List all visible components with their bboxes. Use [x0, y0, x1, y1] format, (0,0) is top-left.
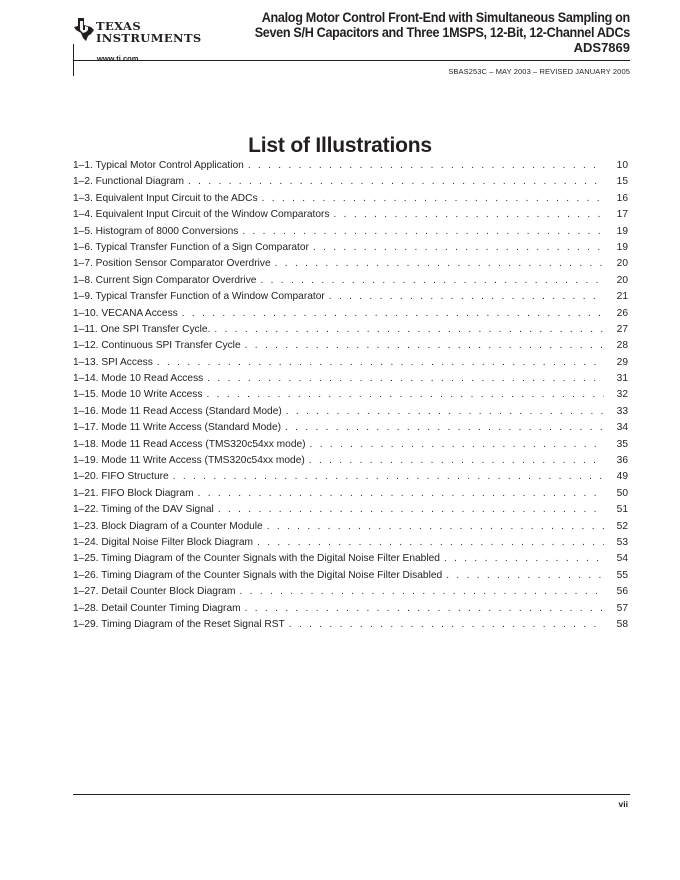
- toc-leader-dots: [188, 176, 604, 187]
- logo-line1: TEXAS: [96, 19, 142, 33]
- toc-entry-label: 1–1. Typical Motor Control Application: [73, 160, 244, 171]
- toc-entry[interactable]: [73, 373, 628, 389]
- toc-leader-dots: [334, 209, 604, 220]
- toc-entry[interactable]: [73, 357, 628, 373]
- toc-entry-page: 27: [616, 323, 628, 335]
- header-vertical-rule: [73, 44, 74, 76]
- toc-leader-dots: [444, 553, 604, 564]
- toc-entry[interactable]: [73, 176, 628, 192]
- toc-entry-page: 51: [616, 504, 628, 516]
- toc-entry-page: 17: [616, 209, 628, 221]
- toc-entry-label: 1–15. Mode 10 Write Access: [73, 389, 203, 401]
- toc-entry[interactable]: [73, 160, 628, 176]
- document-id: SBAS253C – MAY 2003 – REVISED JANUARY 2005: [448, 67, 630, 76]
- toc-leader-dots: [310, 439, 604, 450]
- toc-entry-page: 58: [616, 618, 628, 630]
- toc-entry-label: 1–20. FIFO Structure: [73, 471, 169, 483]
- toc-entry-page: 49: [616, 471, 628, 483]
- toc-leader-dots: [214, 324, 604, 335]
- toc-leader-dots: [446, 570, 604, 581]
- logo-url[interactable]: www.ti.com: [97, 54, 139, 63]
- toc-entry[interactable]: [73, 226, 628, 242]
- toc-entry-page: 16: [616, 192, 628, 204]
- toc-entry-label: 1–14. Mode 10 Read Access: [73, 373, 204, 385]
- toc-entry-page: 19: [616, 241, 628, 253]
- toc-leader-dots: [286, 406, 604, 417]
- toc-entry[interactable]: [73, 324, 628, 340]
- toc-leader-dots: [329, 291, 604, 302]
- toc-entry-page: 35: [616, 438, 628, 450]
- toc-entry[interactable]: [73, 439, 628, 455]
- toc-entry-page: 33: [616, 405, 628, 417]
- toc-entry-label: 1–25. Timing Diagram of the Counter Signals with the Digital Noise Filter Enabled: [73, 553, 440, 565]
- toc-entry-label: 1–16. Mode 11 Read Access (Standard Mode): [73, 405, 282, 417]
- toc-entry-label: 1–24. Digital Noise Filter Block Diagram: [73, 536, 254, 548]
- toc-entry-page: 55: [616, 569, 628, 581]
- toc-entry-label: 1–8. Current Sign Comparator Overdrive: [73, 274, 257, 286]
- toc-entry-page: 54: [616, 553, 628, 565]
- toc-entry-label: 1–28. Detail Counter Timing Diagram: [73, 602, 241, 614]
- toc-entry-page: 20: [616, 274, 628, 286]
- toc-entry-page: 26: [616, 307, 628, 319]
- toc-leader-dots: [309, 455, 604, 466]
- toc-entry-page: 50: [616, 487, 628, 499]
- toc-leader-dots: [198, 488, 604, 499]
- toc-leader-dots: [218, 504, 604, 515]
- toc-entry[interactable]: [73, 471, 628, 487]
- toc-entry[interactable]: [73, 488, 628, 504]
- toc-entry[interactable]: [73, 258, 628, 274]
- toc-entry-page: 57: [616, 602, 628, 614]
- toc-leader-dots: [207, 389, 605, 400]
- toc-entry-label: 1–29. Timing Diagram of the Reset Signal RST: [73, 618, 285, 630]
- toc-entry[interactable]: [73, 275, 628, 291]
- toc-leader-dots: [267, 521, 604, 532]
- illustrations-list: [73, 160, 628, 635]
- toc-leader-dots: [248, 160, 604, 171]
- toc-leader-dots: [242, 226, 604, 237]
- toc-leader-dots: [262, 193, 604, 204]
- toc-leader-dots: [245, 603, 604, 614]
- part-number: ADS7869: [573, 40, 630, 55]
- toc-entry-label: 1–9. Typical Transfer Function of a Window Comparator: [73, 291, 325, 303]
- document-title-block: [213, 10, 630, 55]
- toc-entry-label: 1–12. Continuous SPI Transfer Cycle: [73, 340, 241, 352]
- toc-entry-label: 1–13. SPI Access: [73, 356, 153, 368]
- toc-entry-label: 1–19. Mode 11 Write Access (TMS320c54xx mode): [73, 455, 305, 467]
- toc-entry-label: 1–6. Typical Transfer Function of a Sign Comparator: [73, 241, 309, 253]
- toc-entry[interactable]: [73, 521, 628, 537]
- toc-entry-page: 21: [616, 291, 628, 303]
- toc-entry-page: 34: [616, 422, 628, 434]
- toc-entry[interactable]: [73, 340, 628, 356]
- toc-entry-label: 1–22. Timing of the DAV Signal: [73, 504, 214, 516]
- toc-entry-page: 28: [616, 340, 628, 352]
- toc-leader-dots: [173, 471, 604, 482]
- toc-entry[interactable]: [73, 586, 628, 602]
- title-line-2: Seven S/H Capacitors and Three 1MSPS, 12-Bit, 12-Channel ADCs: [254, 24, 630, 40]
- toc-entry[interactable]: [73, 406, 628, 422]
- toc-entry-page: 20: [616, 258, 628, 270]
- toc-entry-label: 1–10. VECANA Access: [73, 307, 178, 319]
- toc-entry[interactable]: [73, 389, 628, 405]
- toc-entry-page: 32: [616, 389, 628, 401]
- footer-rule: [73, 794, 630, 795]
- toc-entry[interactable]: [73, 537, 628, 553]
- page-title: List of Illustrations: [248, 134, 432, 157]
- toc-entry-label: 1–17. Mode 11 Write Access (Standard Mode): [73, 422, 282, 434]
- toc-leader-dots: [289, 619, 604, 630]
- texas-state-icon: [74, 18, 94, 42]
- toc-entry[interactable]: [73, 570, 628, 586]
- toc-entry-label: 1–11. One SPI Transfer Cycle.: [73, 323, 211, 335]
- toc-entry-label: 1–21. FIFO Block Diagram: [73, 487, 194, 499]
- toc-leader-dots: [240, 586, 604, 597]
- toc-entry-label: 1–5. Histogram of 8000 Conversions: [73, 225, 239, 237]
- toc-entry-label: 1–18. Mode 11 Read Access (TMS320c54xx mode): [73, 438, 306, 450]
- toc-entry-page: 31: [616, 373, 628, 385]
- toc-entry[interactable]: [73, 242, 628, 258]
- toc-leader-dots: [313, 242, 604, 253]
- toc-leader-dots: [207, 373, 604, 384]
- toc-entry-page: 29: [616, 356, 628, 368]
- toc-entry-page: 19: [616, 225, 628, 237]
- toc-leader-dots: [285, 422, 604, 433]
- toc-entry-page: 52: [616, 520, 628, 532]
- toc-leader-dots: [157, 357, 604, 368]
- toc-leader-dots: [182, 308, 604, 319]
- toc-entry-label: 1–26. Timing Diagram of the Counter Signals with the Digital Noise Filter Disabled: [73, 569, 443, 581]
- toc-entry-label: 1–27. Detail Counter Block Diagram: [73, 586, 236, 598]
- title-line-1: Analog Motor Control Front-End with Simultaneous Sampling on: [261, 9, 630, 25]
- toc-leader-dots: [257, 537, 604, 548]
- toc-entry[interactable]: [73, 603, 628, 619]
- toc-entry[interactable]: [73, 291, 628, 307]
- toc-entry-page: 56: [616, 586, 628, 598]
- page-number: vii: [618, 799, 628, 809]
- toc-entry-page: 10: [616, 160, 628, 171]
- ti-logo: [74, 16, 202, 64]
- toc-entry-label: 1–2. Functional Diagram: [73, 176, 184, 188]
- toc-entry-label: 1–23. Block Diagram of a Counter Module: [73, 520, 263, 532]
- toc-entry-page: 53: [616, 536, 628, 548]
- toc-entry-label: 1–7. Position Sensor Comparator Overdrive: [73, 258, 271, 270]
- toc-entry-page: 15: [616, 176, 628, 188]
- toc-entry-label: 1–4. Equivalent Input Circuit of the Window Comparators: [73, 209, 330, 221]
- toc-entry[interactable]: [73, 553, 628, 569]
- toc-leader-dots: [245, 340, 604, 351]
- toc-entry[interactable]: [73, 193, 628, 209]
- toc-entry[interactable]: [73, 422, 628, 438]
- header-rule: [73, 60, 630, 61]
- toc-leader-dots: [260, 275, 604, 286]
- toc-leader-dots: [275, 258, 604, 269]
- toc-entry[interactable]: [73, 209, 628, 225]
- toc-entry[interactable]: [73, 308, 628, 324]
- toc-entry-label: 1–3. Equivalent Input Circuit to the ADCs: [73, 192, 258, 204]
- logo-line2: INSTRUMENTS: [96, 31, 202, 45]
- logo-wordmark: [96, 20, 202, 44]
- toc-entry[interactable]: [73, 455, 628, 471]
- toc-entry[interactable]: [73, 619, 628, 635]
- toc-entry-page: 36: [616, 455, 628, 467]
- toc-entry[interactable]: [73, 504, 628, 520]
